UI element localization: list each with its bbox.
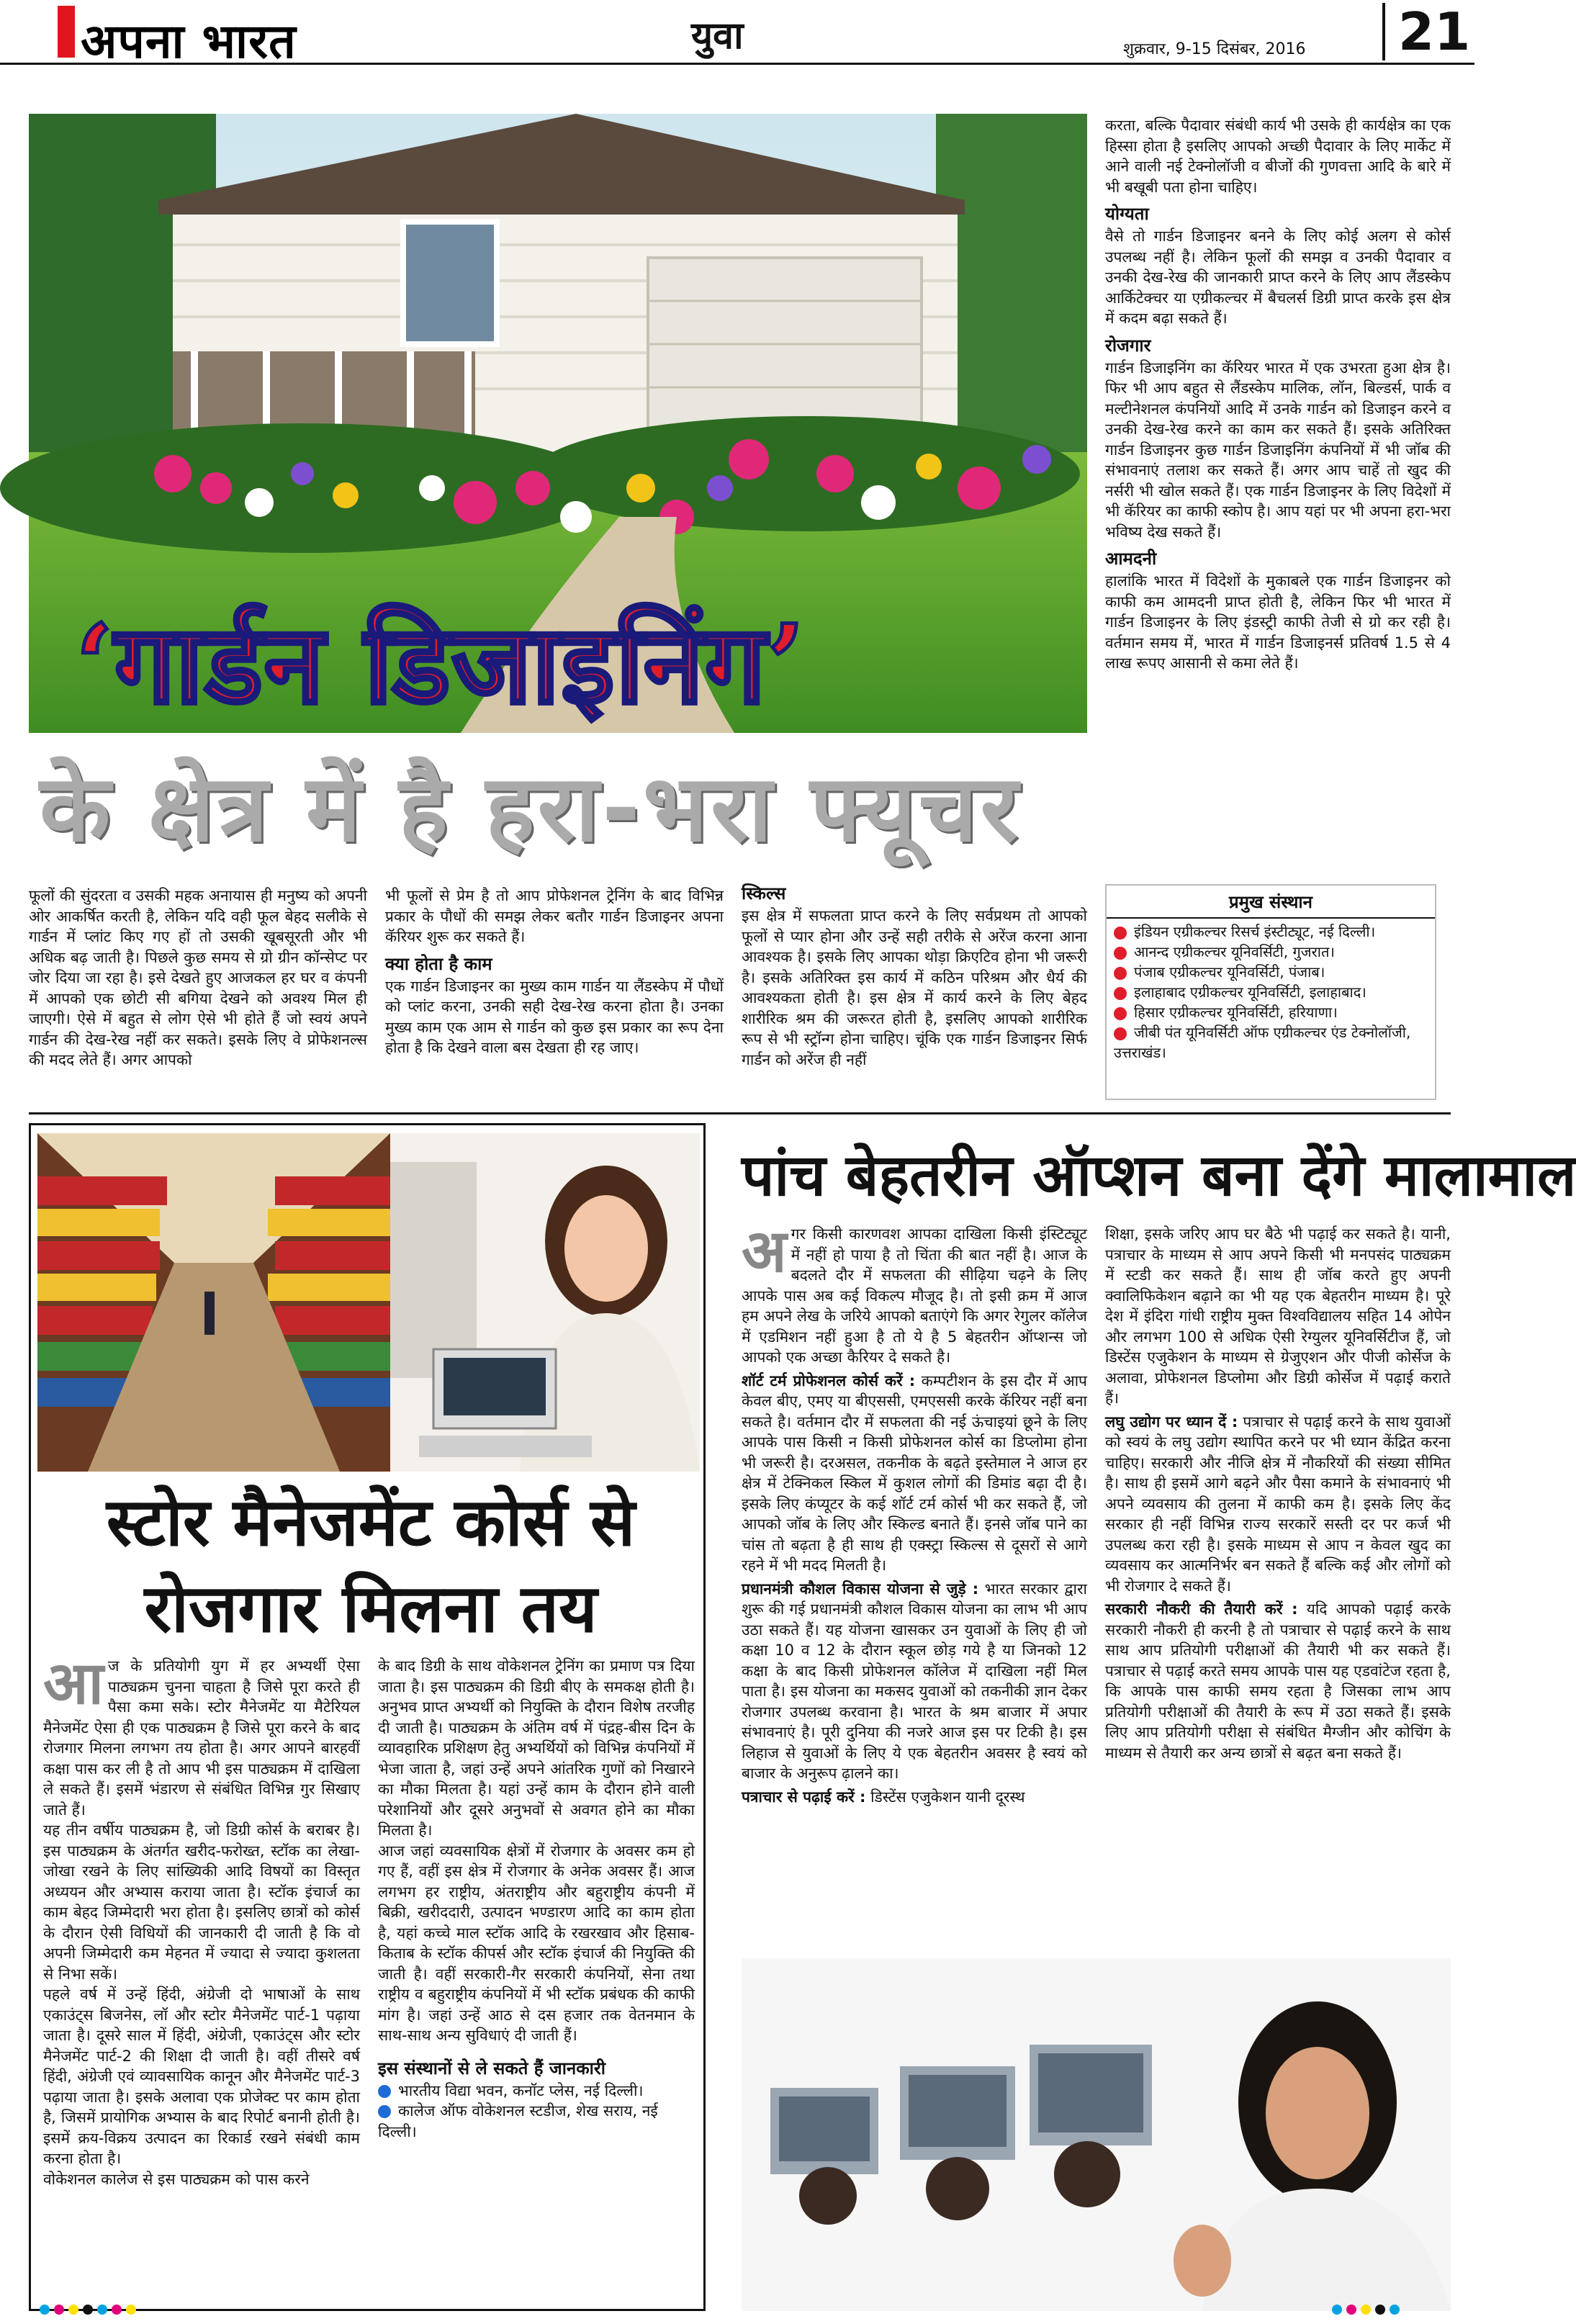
- bullet-icon: [1114, 987, 1127, 1000]
- garden-subheadline: के क्षेत्र में है हरा-भरा फ्यूचर: [40, 755, 1021, 863]
- yogyata-heading: योग्यता: [1105, 204, 1149, 224]
- aamdani-text: हालांकि भारत में विदेशों के मुकाबले एक गार्डन डिजाइनर को काफी कम आमदनी प्राप्त होती है, लेकिन फिर भी भारत में गार्डन डिजाइनर के लिए इंडस्ट्री काफी तेजी से ग्रो कर रही है। वर्तमान समय में, भारत में गार्डन डिजाइनर्स प्रतिवर्ष 1.5 से 4 लाख रूपए आसानी से कमा लेते हैं।: [1105, 572, 1451, 672]
- bullet-icon: [378, 2105, 391, 2118]
- institute-item: जीबी पंत यूनिवर्सिटी ऑफ एग्रीकल्चर एंड टेक्नोलॉजी, उत्तराखंड।: [1114, 1024, 1411, 1061]
- options-dropcap: अ: [742, 1217, 787, 1286]
- aamdani-heading: आमदनी: [1105, 549, 1157, 569]
- garden-col-3: स्किल्स इस क्षेत्र में सफलता प्राप्त करने के लिए सर्वप्रथम तो आपको फूलों से प्यार होना और उन्हें सही तरीके से अरेंज करना आना आवश्यक है। इसके लिए आपका थोड़ा क्रिएटिव होना भी जरूरी है। इसके अतिरिक्त इस कार्य में कठिन परिश्रम और धैर्य की आवश्यकता होती है। इस क्षेत्र में कार्य करने के लिए बेहद शारीरिक श्रम की जरूरत होती है, इसलिए आपको शारीरिक रूप से भी स्ट्रॉन्ग होना चाहिए। चूंकि एक गार्डन डिजाइनर सिर्फ गार्डन को अरेंज ही नहीं: [742, 886, 1087, 1070]
- garden-right-column: [1105, 115, 1451, 674]
- store-headline: स्टोर मैनेजमेंट कोर्स से रोजगार मिलना तय: [106, 1484, 636, 1647]
- masthead: [0, 0, 1474, 69]
- garden-right-intro: करता, बल्कि पैदावार संबंधी कार्य भी उसके ही कार्यक्षेत्र का एक हिस्सा होता है इसलिए आपको अच्छी पैदावार के लिए मार्केट में आने वाली नई टेक्नोलॉजी व बीजों की गुणवत्ता आदि के बारे में भी बखूबी पता होना चाहिए।: [1105, 117, 1451, 196]
- print-marks-left: [40, 2304, 140, 2318]
- page-number: 21: [1382, 3, 1470, 60]
- store-institutes-heading: इस संस्थानों से ले सकते हैं जानकारी: [378, 2058, 605, 2078]
- institute-item: इलाहाबाद एग्रीकल्चर यूनिवर्सिटी, इलाहाबाद।: [1114, 982, 1428, 1002]
- store-institute-item: कालेज ऑफ वोकेशनल स्टडीज, शेख सराय, नई दिल्ली।: [378, 2102, 658, 2140]
- institutes-heading: प्रमुख संस्थान: [1229, 892, 1312, 912]
- store-dropcap: आ: [43, 1649, 104, 1718]
- institute-item: इंडियन एग्रीकल्चर रिसर्च इंस्टीट्यूट, नई दिल्ली।: [1114, 922, 1428, 942]
- bullet-icon: [378, 2085, 391, 2098]
- skills-heading: स्किल्स: [742, 883, 786, 904]
- kya-heading: क्या होता है काम: [385, 953, 492, 974]
- store-col-1: आज के प्रतियोगी युग में हर अभ्यर्थी ऐसा पाठ्यक्रम चुनना चाहता है जिसे पूरा करते ही पैसा कमा सके। स्टोर मैनेजमेंट या मैटेरियल मैनेजमेंट ऐसा ही एक पाठ्यक्रम है जिसे पूरा करने के बाद रोजगार मिलना लगभग तय होता है। अगर आपने बारहवीं कक्षा पास कर ली है तो आप भी इस पाठ्यक्रम में दाखिला ले सकते हैं। इसमें भंडारण से संबंधित विभिन्न गुर सिखाए जाते हैं। यह तीन वर्षीय पाठ्यक्रम है, जो डिग्री कोर्स के बराबर है। इस पाठ्यक्रम के अंतर्गत खरीद-फरोख्त, स्टॉक का लेखा-जोखा रखने के लिए सांख्यिकी आदि विषयों का विस्तृत अध्ययन और अभ्यास कराया जाता है। स्टॉक इंचार्ज का काम बेहद जिम्मेदारी भरा होता है। इसलिए छात्रों को कोर्स के दौरान ऐसी विधियों की जानकारी दी जाती है कि वो अपनी जिम्मेदारी कम मेहनत में ज्यादा से ज्यादा कुशलता से निभा सकें। पहले वर्ष में उन्हें हिंदी, अंग्रेजी दो भाषाओं के साथ एकाउंट्स बिजनेस, लॉ और स्टोर मैनेजमेंट पार्ट-1 पढ़ाया जाता है। दूसरे साल में हिंदी, अंग्रेजी, एकाउंट्स और स्टोर मैनेजमेंट पार्ट-2 की शिक्षा दी जाती है। वहीं तीसरे वर्ष हिंदी, अंग्रेजी एवं व्यावसायिक कानून और मैनेजमेंट पार्ट-3 पढ़ाया जाता है। इसके अलावा एक प्रोजेक्ट पर काम होता है, जिसमें प्रायोगिक अभ्यास के बाद रिपोर्ट बनानी होती है। इसमें क्रय-विक्रय उत्पादन का रिकार्ड रखने संबंधी काम करना होता है। वोकेशनल कालेज से इस पाठ्यक्रम को पास करने: [43, 1649, 360, 2188]
- section-divider: [29, 1112, 1451, 1114]
- rojgar-heading: रोजगार: [1105, 335, 1151, 356]
- garden-col-1: फूलों की सुंदरता व उसकी महक अनायास ही मनुष्य को अपनी ओर आकर्षित करती है, लेकिन यदि वही फूल बेहद सलीके से गार्डन में प्लांट किए गए हों तो उसकी खूबसूरती और भी अधिक बढ़ जाती है। पिछले कुछ समय से ग्रो ग्रीन कॉन्सेप्ट पर जोर दिया जा रहा है। इसे देखते हुए आजकल हर घर व कंपनी में आपको एक छोटी सी बगिया देखने को अवश्य मिल ही जाएगी। ऐसे में बहुत से लोग ऐसे भी होते हैं जो स्वयं अपने गार्डन की देख-रेख नहीं कर सकते। इसके लिए वे प्रोफेशनल्स की मदद लेते हैं। अगर आपको: [29, 887, 367, 1068]
- store-photo: [37, 1133, 390, 1472]
- institute-item: आनन्द एग्रीकल्चर यूनिवर्सिटी, गुजरात।: [1114, 942, 1428, 962]
- institute-item: हिसार एग्रीकल्चर यूनिवर्सिटी, हरियाणा।: [1114, 1002, 1428, 1022]
- print-marks-right: [1332, 2304, 1404, 2318]
- brand-red-bar: [58, 6, 75, 58]
- institutes-box: [1105, 884, 1436, 1100]
- issue-date: शुक्रवार, 9-15 दिसंबर, 2016: [1123, 40, 1306, 58]
- option-3-label: पत्राचार से पढ़ाई करें :: [742, 1788, 866, 1806]
- yogyata-text: वैसे तो गार्डन डिजाइनर बनने के लिए कोई अलग से कोर्स उपलब्ध नहीं है। लेकिन फूलों की समझ व उनकी पैदावार व उनकी देख-रेख की जानकारी प्राप्त करने के लिए आप लैंडस्केप आर्किटेक्चर या एग्रीकल्चर में बैचलर्स डिग्री प्राप्त करके इस क्षेत्र में कदम बढ़ा सकते हैं।: [1105, 228, 1451, 327]
- options-col-2: शिक्षा, इसके जरिए आप घर बैठे भी पढ़ाई कर सकते है। यानी, पत्राचार के माध्यम से आप अपने किसी भी मनपसंद पाठ्यक्रम में स्टडी कर सकते हैं। साथ ही जॉब करते हुए अपनी क्वालिफिकेशन बढ़ाने का भी यह एक बेहतरीन माध्यम है। पूरे देश में इंदिरा गांधी राष्ट्रीय मुक्त विश्वविद्यालय सहित 14 ओपेन और लगभग 100 से अधिक ऐसी रेग्युलर यूनिवर्सिटीज हैं, जो डिस्टेंस एजुकेशन के माध्यम से ग्रेजुएशन और पीजी कोर्सेज के अलावा, प्रोफेशनल डिप्लोमा और डिग्री कोर्सेज में पढ़ाई कराते हैं। लघु उद्योग पर ध्यान दें : पत्राचार से पढ़ाई करने के साथ युवाओं को स्वयं के लघु उद्योग स्थापित करने पर भी ध्यान केंद्रित करना चाहिए। सरकारी और नीजि क्षेत्र में नौकरियों की संख्या सीमित है। साथ ही इसमें आगे बढ़ने और पैसा कमाने के संभावनाएं भी अपने व्यवसाय की तुलना में काफी कम है। इसके लिए केंद सरकार ही नहीं विभिन्न राज्य सरकारें सस्ती दर पर कर्ज भी उपलब्ध करा रही है। इसके माध्यम से आप न केवल खुद का व्यवसाय कर आत्मनिर्भर बन सकते हैं बल्कि कई और लोगों को भी रोजगार दे सकते हैं। सरकारी नौकरी की तैयारी करें : यदि आपको पढ़ाई करके सरकारी नौकरी ही करनी है तो पत्राचार से पढ़ाई करने के साथ साथ आप प्रतियोगी परीक्षाओं की तैयारी भी कर सकते हैं। पत्राचार से पढ़ाई करते समय आपके पास यह एडवांटेज रहता है, कि आपके पास काफी समय रहता है जिसका लाभ आप प्रतियोगी परीक्षाओं की तैयारी के रूप में उठा सकते हैं। इसके लिए आप प्रतियोगी परीक्षा से संबंधित मैग्जीन और कोचिंग के माध्यम से तैयारी कर अन्य छात्रों से बढ़त बना सकते हैं।: [1105, 1225, 1451, 1762]
- garden-col-2: भी फूलों से प्रेम है तो आप प्रोफेशनल ट्रेनिंग के बाद विभिन्न प्रकार के पौधों की समझ लेकर बतौर गार्डन डिजाइनर अपना कॅरियर शुरू कर सकते हैं। क्या होता है काम एक गार्डन डिजाइनर का मुख्य काम गार्डन या लैंडस्केप में पौधों को प्लांट करना, उनकी सही देख-रेख करना होता है। उनका मुख्य काम एक आम से गार्डन को कुछ इस प्रकार का रूप देना होता है कि देखने वाला बस देखता ही रह जाए।: [385, 887, 724, 1056]
- rojgar-text: गार्डन डिजाइनिंग का कॅरियर भारत में एक उभरता हुआ क्षेत्र है। फिर भी आप बहुत से लैंडस्केप मालिक, लॉन, बिल्डर्स, पार्क व मल्टीनेशनल कंपनियों आदि में उनके गार्डन को डिजाइन करने व उनकी देख-रेख करने का काम कर सकते हैं। इसके अतिरिक्त गार्डन डिजाइनर कुछ गार्डन डिजाइनिंग कंपनियों में भी जॉब की संभावनाएं तलाश कर सकते हैं। अगर आप चाहें तो खुद की नर्सरी भी खोल सकते हैं। एक गार्डन डिजाइनर के लिए विदेशों में भी कॅरियर का काफी स्कोप है। आप यहां पर भी अपना हरा-भरा भविष्य देख सकते हैं।: [1105, 359, 1451, 541]
- bullet-icon: [1114, 927, 1127, 940]
- woman-photo: [390, 1133, 700, 1472]
- bullet-icon: [1114, 1027, 1127, 1040]
- option-4-label: लघु उद्योग पर ध्यान दें :: [1105, 1413, 1238, 1431]
- option-5-label: सरकारी नौकरी की तैयारी करें :: [1105, 1600, 1298, 1618]
- bullet-icon: [1114, 967, 1127, 980]
- option-1-label: शॉर्ट टर्म प्रोफेशनल कोर्स करें :: [742, 1372, 916, 1390]
- bullet-icon: [1114, 947, 1127, 960]
- students-photo: [742, 1958, 1451, 2311]
- bullet-icon: [1114, 1007, 1127, 1020]
- garden-headline: ‘गार्डन डिजाइनिंग’: [76, 601, 806, 728]
- options-headline: पांच बेहतरीन ऑप्शन बना देंगे मालामाल: [742, 1142, 1576, 1209]
- section-name: युवा: [691, 14, 744, 58]
- store-col-2: के बाद डिग्री के साथ वोकेशनल ट्रेनिंग का प्रमाण पत्र दिया जाता है। इस पाठ्यक्रम की डिग्री बीए के समकक्ष होती है। अनुभव प्राप्त अभ्यर्थी को नियुक्ति के दौरान विशेष तरजीह दी जाती है। पाठ्यक्रम के अंतिम वर्ष में पंद्रह-बीस दिन के व्यावहारिक प्रशिक्षण हेतु अभ्यर्थियों को विभिन्न कंपनियों में भेजा जाता है, जहां उन्हें अपने आंतरिक गुणों को निखारने का मौका मिलता है। यहां उन्हें काम के दौरान होने वाली परेशानियों और दूसरे अनुभवों से अवगत होने का मौका मिलता है। आज जहां व्यवसायिक क्षेत्रों में रोजगार के अवसर कम हो गए हैं, वहीं इस क्षेत्र में रोजगार के अनेक अवसर हैं। आज लगभग हर राष्ट्रीय, अंतराष्ट्रीय और बहुराष्ट्रीय कंपनी में बिक्री, खरीददारी, उत्पादन भण्डारण आदि का काम होता है, यहां कच्चे माल स्टॉक आदि के रखरखाव और हिसाब-किताब के स्टॉक कीपर्स और स्टॉक इंचार्ज की नियुक्ति की जाती है। वहीं सरकारी-गैर सरकारी कंपनियों, सेना तथा राष्ट्रीय व बहुराष्ट्रीय कंपनियों में भी स्टॉक प्रबंधक की काफी मांग है। जहां उन्हें आठ से दस हजार तक वेतनमान के साथ-साथ अन्य सुविधाएं दी जाती हैं। इस संस्थानों से ले सकते हैं जानकारी भारतीय विद्या भवन, कनॉट प्लेस, नई दिल्ली। कालेज ऑफ वोकेशनल स्टडीज, शेख सराय, नई दिल्ली।: [378, 1656, 695, 2142]
- institute-item: पंजाब एग्रीकल्चर यूनिवर्सिटी, पंजाब।: [1114, 962, 1428, 982]
- option-2-label: प्रधानमंत्री कौशल विकास योजना से जुड़े :: [742, 1580, 979, 1598]
- options-col-1: अगर किसी कारणवश आपका दाखिला किसी इंस्टिट्यूट में नहीं हो पाया है तो चिंता की बात नहीं है। आज के बदलते दौर में सफलता की सीढ़िया चढ़ने के लिए आपके पास अब कई विकल्प मौजूद है। तो इसी क्रम में आज हम अपने लेख के जरिये आपको बताएंगे कि अगर रेगुलर कॉलेज में एडमिशन नहीं हुआ है तो ये है 5 बेहतरीन ऑप्शन्स जो आपको एक अच्छा कैरियर दे सकते है। शॉर्ट टर्म प्रोफेशनल कोर्स करें : कम्पटीशन के इस दौर में आप केवल बीए, एमए या बीएससी, एमएससी करके कॅरियर नहीं बना सकते है। वर्तमान दौर में सफलता की नई ऊंचाइयां छूने के लिए आपके पास किसी न किसी प्रोफेशनल कोर्स का डिप्लोमा होना भी जरूरी है। दरअसल, तकनीक के बढ़ते इस्तेमाल ने आज हर क्षेत्र में टेक्निकल स्किल में कुशल लोगों की डिमांड बढ़ा दी है। इसके लिए कंप्यूटर के कई शॉर्ट टर्म कोर्स भी कर सकते हैं, जो आपको जॉब के लिए और स्किल्ड बनाते हैं। इनसे जॉब पाने का चांस तो बढ़ता है ही साथ ही एक्स्ट्रा स्किल्स से दूसरों से आगे रहने में भी मदद मिलती है। प्रधानमंत्री कौशल विकास योजना से जुड़े : भारत सरकार द्वारा शुरू की गई प्रधानमंत्री कौशल विकास योजना का लाभ भी आप उठा सकते हैं। यह योजना खासकर उन युवाओं के लिए ही जो कक्षा 10 व 12 के दौरान स्कूल छोड़ गये है या जिनको 12 कक्षा के बाद किसी प्रोफेशनल कॉलेज में दाखिला नहीं मिल पाता है। इस योजना का मकसद युवाओं को तकनीकी ज्ञान देकर रोजगार उपलब्ध करवाना है। भारत के श्रम बाजार में अपार संभावनाएं है। पूरी दुनिया की नजरे आज इस पर टिकी है। इस लिहाज से युवाओं के लिए ये एक बेहतरीन अवसर है स्वयं को बाजार के अनुरूप ढ़ालने का। पत्राचार से पढ़ाई करें : डिस्टेंस एजुकेशन यानी दूरस्थ: [742, 1217, 1087, 1806]
- store-institute-item: भारतीय विद्या भवन, कनॉट प्लेस, नई दिल्ली।: [378, 2081, 695, 2102]
- newspaper-brand: अपना भारत: [81, 13, 297, 69]
